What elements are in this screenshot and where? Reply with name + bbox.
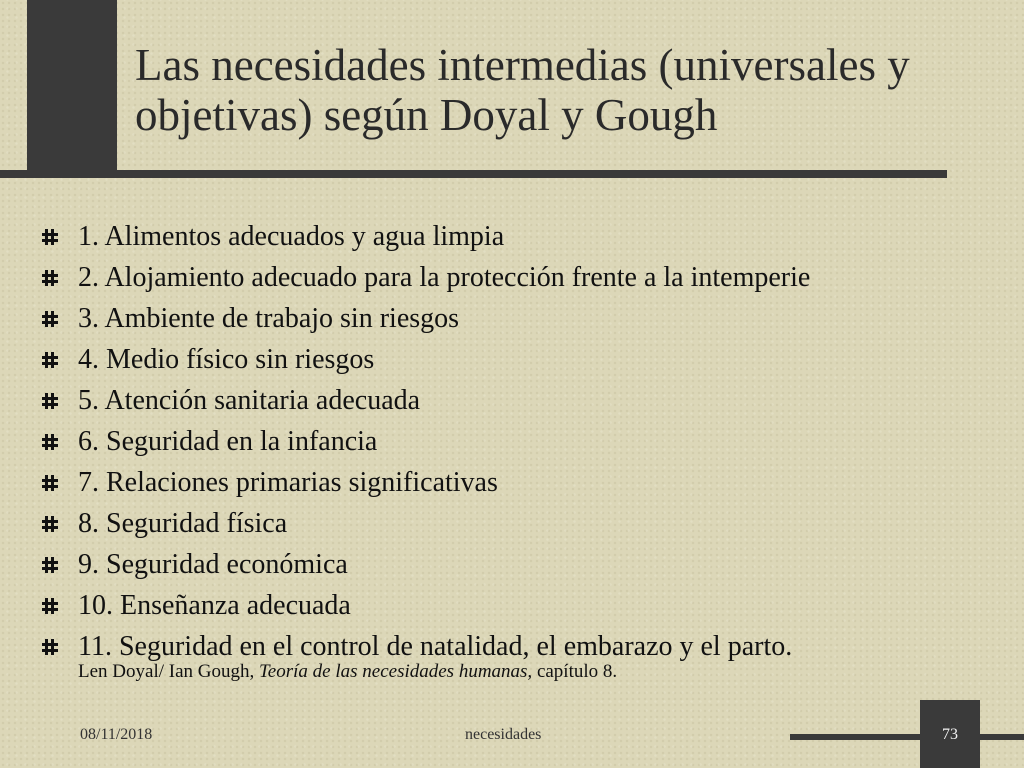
hash-bullet-icon [42,516,58,532]
hash-bullet-icon [42,598,58,614]
citation-chapter: capítulo 8. [532,661,618,682]
list-item [38,421,998,462]
footer-topic: necesidades [465,726,542,743]
list-item-text: 9. Seguridad económica [78,549,348,580]
hash-bullet-icon [42,311,58,327]
list-item [38,380,998,421]
hash-bullet-icon [42,229,58,245]
list-item-text: 11. Seguridad en el control de natalidad, el embarazo y el parto. [78,631,793,662]
list-item-text: 5. Atención sanitaria adecuada [78,385,421,416]
list-item-text: 3. Ambiente de trabajo sin riesgos [78,303,460,334]
list-item-text: 8. Seguridad física [78,508,288,539]
hash-bullet-icon [42,352,58,368]
page-number: 73 [942,726,958,743]
citation-authors: Len Doyal/ Ian Gough, [78,661,259,682]
list-item-text: 4. Medio físico sin riesgos [78,344,375,375]
footer-date: 08/11/2018 [80,726,153,743]
list-item-text: 7. Relaciones primarias significativas [78,467,498,498]
list-item [38,339,998,380]
list-item-text: 6. Seguridad en la infancia [78,426,378,457]
hash-bullet-icon [42,393,58,409]
page-number-box [920,700,980,768]
title-underline-bar [0,170,947,178]
hash-bullet-icon [42,434,58,450]
slide-title: Las necesidades intermedias (universales y objetivas) según Doyal y Gough [135,40,910,140]
citation-book-title: Teoría de las necesidades humanas, [258,661,533,682]
list-item [38,257,998,298]
decorative-dark-square [27,0,117,178]
list-item-text: 2. Alojamiento adecuado para la protección frente a la intemperie [78,262,811,293]
needs-list [38,216,998,667]
list-item-text: 1. Alimentos adecuados y agua limpia [78,221,505,252]
hash-bullet-icon [42,639,58,655]
footer-decorative-bar [790,734,1024,740]
list-item-text: 10. Enseñanza adecuada [78,590,351,621]
hash-bullet-icon [42,270,58,286]
list-item [38,298,998,339]
list-item [38,544,998,585]
hash-bullet-icon [42,557,58,573]
hash-bullet-icon [42,475,58,491]
list-item [38,216,998,257]
list-item [38,503,998,544]
citation [78,660,617,684]
list-item [38,585,998,626]
list-item [38,462,998,503]
